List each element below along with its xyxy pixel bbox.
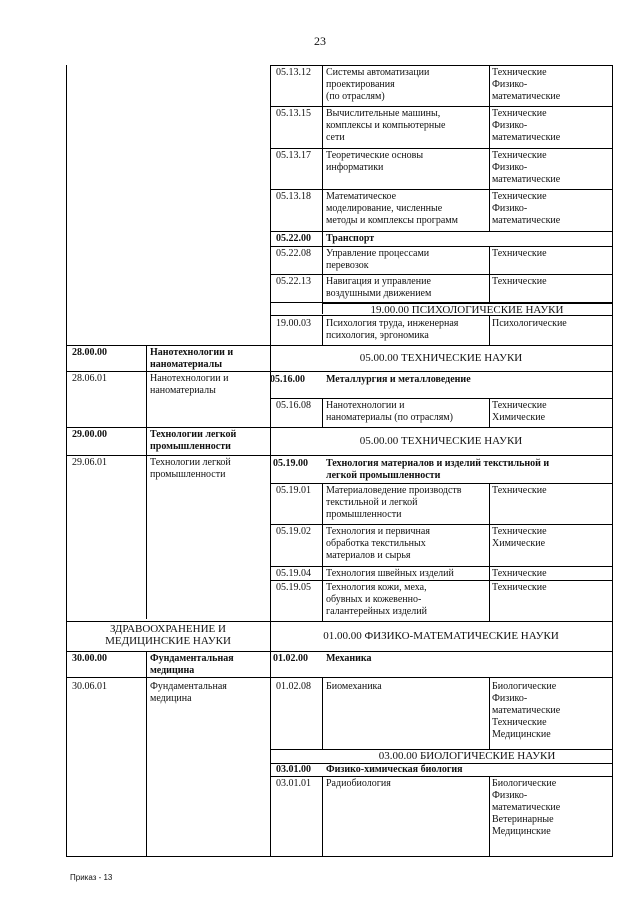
grid-line — [66, 345, 613, 346]
specialty-name: Технология швейных изделий — [326, 568, 454, 579]
direction-name: Нанотехнологии и наноматериалы — [150, 373, 229, 396]
specialty-code: 05.19.01 — [276, 485, 311, 496]
specialty-code: 19.00.03 — [276, 318, 311, 329]
specialty-name: Технология кожи, меха, обувных и кожевенно- галантерейных изделий — [326, 582, 427, 617]
section-header: 05.00.00 ТЕХНИЧЕСКИЕ НАУКИ — [359, 435, 523, 447]
specialty-code: 05.22.13 — [276, 276, 311, 287]
grid-line — [270, 580, 613, 581]
grid-line — [66, 455, 613, 456]
section-header: 03.00.00 БИОЛОГИЧЕСКИЕ НАУКИ — [378, 750, 556, 762]
direction-name: Технологии легкой промышленности — [150, 429, 237, 452]
specialty-name: Системы автоматизации проектирования (по отраслям) — [326, 67, 430, 102]
specialty-name: Вычислительные машины, комплексы и компьютерные сети — [326, 108, 446, 143]
specialty-code: 05.22.08 — [276, 248, 311, 259]
specialty-code: 05.13.12 — [276, 67, 311, 78]
specialty-name: Теоретические основы информатики — [326, 150, 424, 173]
grid-line — [489, 776, 490, 857]
grid-line — [322, 677, 323, 749]
science-field: Биологические Физико- математические Технические Медицинские — [492, 681, 561, 740]
direction-code: 30.00.00 — [72, 653, 107, 664]
direction-name: Технологии легкой промышленности — [150, 457, 231, 480]
specialty-group-code: 01.02.00 — [273, 653, 308, 664]
grid-line — [66, 621, 613, 622]
grid-line — [270, 483, 613, 484]
specialty-name: Управление процессами перевозок — [326, 248, 430, 271]
grid-line — [270, 189, 613, 190]
grid-line — [489, 316, 490, 345]
direction-code: 28.06.01 — [72, 373, 107, 384]
grid-line — [66, 677, 613, 678]
grid-line — [270, 274, 613, 275]
section-header: 05.00.00 ТЕХНИЧЕСКИЕ НАУКИ — [359, 352, 523, 364]
specialty-name: Нанотехнологии и наноматериалы (по отраслям) — [326, 400, 453, 423]
specialty-name: Материаловедение производств текстильной и легкой промышленности — [326, 485, 462, 520]
specialty-group-code: 05.19.00 — [273, 458, 308, 469]
grid-line — [146, 345, 147, 619]
specialty-code: 05.13.18 — [276, 191, 311, 202]
grid-line — [66, 427, 613, 428]
grid-line — [270, 231, 613, 232]
grid-line — [270, 246, 613, 247]
science-field: Технические — [492, 276, 547, 287]
grid-line — [270, 148, 613, 149]
science-field: Технические Физико- математические — [492, 150, 561, 185]
specialty-name: Радиобиология — [326, 778, 391, 789]
grid-line — [66, 65, 67, 857]
direction-code: 30.06.01 — [72, 681, 107, 692]
specialty-group-name: Технология материалов и изделий текстильной и легкой промышленности — [326, 458, 550, 481]
grid-line — [270, 566, 613, 567]
specialty-code: 01.02.08 — [276, 681, 311, 692]
grid-line — [322, 483, 323, 621]
science-field: Технические — [492, 582, 547, 593]
specialty-group-name: Транспорт — [326, 233, 375, 244]
specialty-name: Математическое моделирование, численные методы и комплексы программ — [326, 191, 458, 226]
grid-line — [489, 398, 490, 427]
science-field: Технические Физико- математические — [492, 67, 561, 102]
specialty-group-code: 05.22.00 — [276, 233, 311, 244]
science-field: Технические Химические — [492, 526, 547, 549]
direction-name: Фундаментальная медицина — [150, 681, 227, 704]
group-name: ЗДРАВООХРАНЕНИЕ И МЕДИЦИНСКИЕ НАУКИ — [105, 623, 231, 647]
specialty-code: 05.19.05 — [276, 582, 311, 593]
science-field: Технические — [492, 248, 547, 259]
direction-code: 28.00.00 — [72, 347, 107, 358]
section-header: 19.00.00 ПСИХОЛОГИЧЕСКИЕ НАУКИ — [370, 304, 564, 316]
grid-line — [489, 483, 490, 621]
grid-line — [146, 651, 147, 857]
science-field: Технические — [492, 485, 547, 496]
science-field: Технические Физико- математические — [492, 191, 561, 226]
science-field: Технические Физико- математические — [492, 108, 561, 143]
specialty-group-code: 05.16.00 — [270, 374, 305, 385]
science-field: Психологические — [492, 318, 567, 329]
specialty-code: 03.01.01 — [276, 778, 311, 789]
direction-name: Нанотехнологии и наноматериалы — [150, 347, 234, 370]
grid-line — [270, 524, 613, 525]
specialty-name: Навигация и управление воздушными движением — [326, 276, 432, 299]
specialty-code: 05.13.15 — [276, 108, 311, 119]
specialty-name: Технология и первичная обработка текстильных материалов и сырья — [326, 526, 430, 561]
grid-line — [322, 398, 323, 427]
grid-line — [270, 776, 613, 777]
grid-line — [66, 856, 613, 857]
direction-code: 29.06.01 — [72, 457, 107, 468]
specialty-group-code: 03.01.00 — [276, 764, 311, 775]
specialty-group-name: Механика — [326, 653, 372, 664]
grid-line — [322, 316, 323, 345]
footer-label: Приказ - 13 — [70, 873, 113, 882]
direction-name: Фундаментальная медицина — [150, 653, 234, 676]
section-header: 01.00.00 ФИЗИКО-МАТЕМАТИЧЕСКИЕ НАУКИ — [323, 630, 559, 642]
grid-line — [322, 776, 323, 857]
grid-line — [489, 677, 490, 749]
grid-line — [270, 65, 613, 66]
specialty-name: Психология труда, инженерная психология, эргономика — [326, 318, 459, 341]
specialty-code: 05.19.02 — [276, 526, 311, 537]
specialty-name: Биомеханика — [326, 681, 382, 692]
grid-line — [270, 106, 613, 107]
specialty-code: 05.16.08 — [276, 400, 311, 411]
specialty-code: 05.19.04 — [276, 568, 311, 579]
grid-line — [612, 65, 613, 857]
science-field: Биологические Физико- математические Ветеринарные Медицинские — [492, 778, 561, 837]
specialty-code: 05.13.17 — [276, 150, 311, 161]
direction-code: 29.00.00 — [72, 429, 107, 440]
grid-line — [66, 371, 613, 372]
page-number: 23 — [314, 34, 326, 48]
specialty-group-name: Физико-химическая биология — [326, 764, 463, 775]
grid-line — [66, 651, 613, 652]
specialty-group-name: Металлургия и металловедение — [326, 374, 471, 385]
grid-line — [270, 65, 271, 857]
grid-line — [270, 398, 613, 399]
science-field: Технические Химические — [492, 400, 547, 423]
science-field: Технические — [492, 568, 547, 579]
